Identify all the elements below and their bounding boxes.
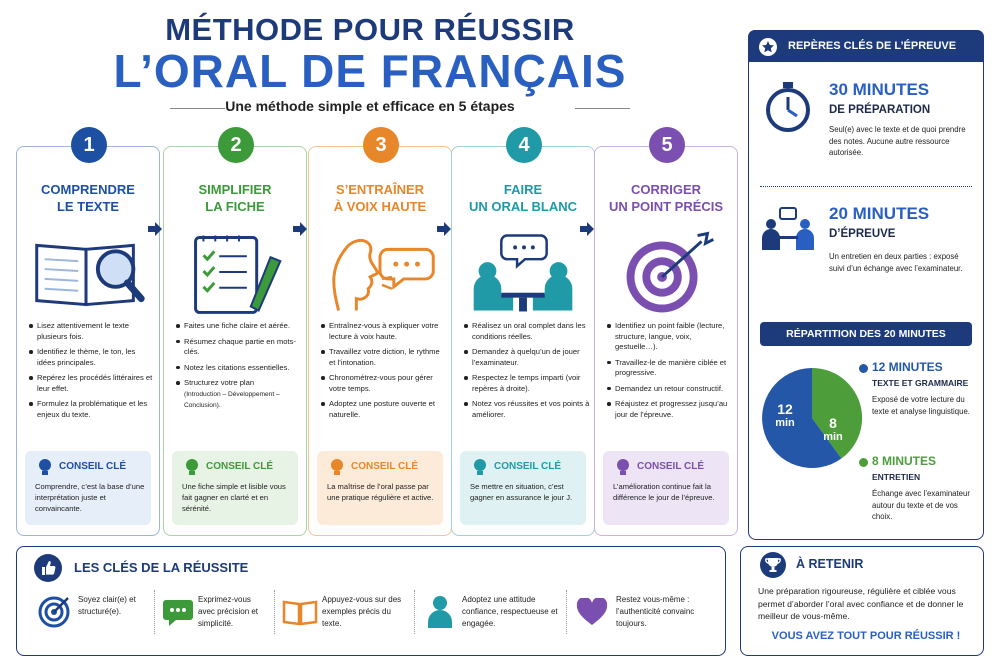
heart-icon (576, 598, 608, 626)
tip-title: CONSEIL CLÉ (59, 461, 127, 472)
divider (414, 590, 415, 634)
step-bullets (464, 321, 590, 425)
tip-text: La maîtrise de l’oral passe par une pratique régulière et active. (327, 482, 434, 502)
repartition-header: RÉPARTITION DES 20 MINUTES (760, 322, 972, 346)
step-2-card (163, 134, 307, 536)
list-item: Formulez la problématique et les enjeux du texte. (29, 399, 155, 420)
checklist-pencil-icon (164, 227, 306, 319)
lightbulb-icon (472, 458, 488, 478)
key-item: Restez vous-même : l’authenticité convainc toujours. (616, 595, 695, 628)
step-title: SIMPLIFIER LA FICHE (198, 182, 272, 214)
book-magnifier-icon (17, 227, 159, 319)
step-number: 2 (218, 127, 254, 163)
retenir-text: Une préparation rigoureuse, régulière et ciblée vous permet d’aborder l’oral avec confiance et de donner le meilleur de vous-même. (758, 586, 964, 621)
page-subtitle: Une méthode simple et efficace en 5 étapes (225, 98, 515, 114)
list-item: Notez vos réussites et vos points à améliorer. (464, 399, 590, 420)
tip-title: CONSEIL CLÉ (351, 461, 419, 472)
list-item: Adoptez une posture ouverte et naturelle. (321, 399, 447, 420)
prep-label: DE PRÉPARATION (829, 104, 931, 116)
list-item: Réalisez un oral complet dans les conditions réelles. (464, 321, 590, 342)
tip-box (603, 451, 729, 525)
target-icon (38, 594, 72, 628)
epreuve-text: Un entretien en deux parties : exposé suivi d’un échange avec l’examinateur. (829, 252, 963, 273)
step-bullets (321, 321, 447, 425)
tip-title: CONSEIL CLÉ (206, 461, 274, 472)
list-item: Travaillez-le de manière ciblée et progressive. (607, 358, 733, 379)
step-number: 5 (649, 127, 685, 163)
prep-duration: 30 MINUTES (829, 80, 930, 99)
list-item: Chronométrez-vous pour gérer votre temps. (321, 373, 447, 394)
epreuve-label: D’ÉPREUVE (829, 228, 896, 240)
lightbulb-icon (37, 458, 53, 478)
pie-label-a: 12 min (775, 401, 795, 429)
step-3-card (308, 134, 452, 536)
divider (760, 186, 972, 187)
prep-text: Seul(e) avec le texte et de quoi prendre des notes. Aucune autre ressource autorisée. (829, 125, 966, 157)
thumbs-up-icon (34, 554, 62, 582)
part-b-duration: 8 MINUTES (872, 454, 937, 468)
person-icon (426, 594, 454, 628)
tip-box (25, 451, 151, 525)
target-icon (595, 227, 737, 319)
step-number: 3 (363, 127, 399, 163)
list-item: Repérez les procédés littéraires et leur effet. (29, 373, 155, 394)
list-item: Faites une fiche claire et aérée. (176, 321, 302, 332)
stopwatch-icon (764, 80, 812, 134)
interview-table-icon (452, 227, 594, 319)
arrow-right-icon (580, 222, 594, 236)
step-1-card (16, 134, 160, 536)
part-b-label: ENTRETIEN (872, 472, 921, 482)
tip-box (172, 451, 298, 525)
divider (274, 590, 275, 634)
reperes-header: REPÈRES CLÉS DE L’ÉPREUVE (748, 30, 984, 62)
list-item: Demandez à quelqu’un de jouer l’examinateur. (464, 347, 590, 368)
step-bullets (176, 321, 302, 417)
tip-text: L’amélioration continue fait la différence le jour de l’épreuve. (613, 482, 715, 502)
divider (566, 590, 567, 634)
meeting-icon (760, 206, 816, 252)
tip-title: CONSEIL CLÉ (494, 461, 562, 472)
arrow-right-icon (293, 222, 307, 236)
step-title: CORRIGER UN POINT PRÉCIS (608, 182, 724, 214)
list-item: Respectez le temps imparti (voir repères à droite). (464, 373, 590, 394)
step-bullets (607, 321, 733, 425)
arrow-right-icon (437, 222, 451, 236)
legend-dot (859, 364, 868, 373)
step-number: 1 (71, 127, 107, 163)
step-bullets (29, 321, 155, 425)
tip-text: Une fiche simple et lisible vous fait gagner en clarté et en sérénité. (182, 482, 286, 513)
tip-box (460, 451, 586, 525)
tip-text: Se mettre en situation, c’est gagner en assurance le jour J. (470, 482, 573, 502)
list-item: Demandez un retour constructif. (607, 384, 733, 395)
list-item: Notez les citations essentielles. (176, 363, 302, 374)
tip-title: CONSEIL CLÉ (637, 461, 705, 472)
step-title: FAIRE UN ORAL BLANC (468, 182, 578, 214)
list-item: Lisez attentivement le texte plusieurs fois. (29, 321, 155, 342)
list-item: Identifiez le thème, le ton, les idées principales. (29, 347, 155, 368)
page-title-line1: MÉTHODE POUR RÉUSSIR (165, 12, 575, 47)
list-item: Structurez votre plan (Introduction – Développement – Conclusion). (176, 378, 302, 412)
tip-box (317, 451, 443, 525)
tip-text: Comprendre, c’est la base d’une interprétation juste et convaincante. (35, 482, 145, 513)
lightbulb-icon (615, 458, 631, 478)
part-a-duration: 12 MINUTES (872, 360, 943, 374)
key-item: Exprimez-vous avec précision et simplicité. (198, 595, 259, 628)
lightbulb-icon (329, 458, 345, 478)
list-item: Entraînez-vous à expliquer votre lecture à voix haute. (321, 321, 447, 342)
list-item: Travaillez votre diction, le rythme et l’intonation. (321, 347, 447, 368)
legend-dot (859, 458, 868, 467)
list-item: Identifiez un point faible (lecture, structure, langue, voix, gestuelle…). (607, 321, 733, 353)
part-b-text: Échange avec l’examinateur autour du texte et de vos choix. (872, 489, 970, 521)
key-item: Adoptez une attitude confiance, respectueuse et engagée. (462, 595, 558, 628)
key-item: Appuyez-vous sur des exemples précis du texte. (322, 595, 402, 628)
trophy-icon (760, 552, 786, 578)
step-4-card (451, 134, 595, 536)
step-title: COMPRENDRE LE TEXTE (41, 182, 135, 214)
part-a-text: Exposé de votre lecture du texte et analyse linguistique. (872, 395, 970, 416)
divider (154, 590, 155, 634)
keys-header: LES CLÉS DE LA RÉUSSITE (74, 560, 249, 575)
retenir-cta: VOUS AVEZ TOUT POUR RÉUSSIR ! (771, 630, 961, 642)
arrow-right-icon (148, 222, 162, 236)
open-book-icon (282, 598, 318, 626)
key-item: Soyez clair(e) et structuré(e). (78, 595, 136, 616)
retenir-header: À RETENIR (796, 557, 864, 571)
lightbulb-icon (184, 458, 200, 478)
list-item: Réajustez et progressez jusqu’au jour de l’épreuve. (607, 399, 733, 420)
speaking-face-icon (309, 227, 451, 319)
star-icon (758, 37, 778, 57)
pie-label-b: 8 min (823, 415, 843, 443)
page-title-line2: L’ORAL DE FRANÇAIS (113, 45, 627, 97)
step-5-card (594, 134, 738, 536)
step-title: S’ENTRAÎNER À VOIX HAUTE (333, 182, 427, 214)
part-a-label: TEXTE ET GRAMMAIRE (872, 378, 969, 388)
chat-bubble-icon (162, 596, 194, 628)
list-item: Résumez chaque partie en mots-clés. (176, 337, 302, 358)
epreuve-duration: 20 MINUTES (829, 204, 930, 223)
step-number: 4 (506, 127, 542, 163)
